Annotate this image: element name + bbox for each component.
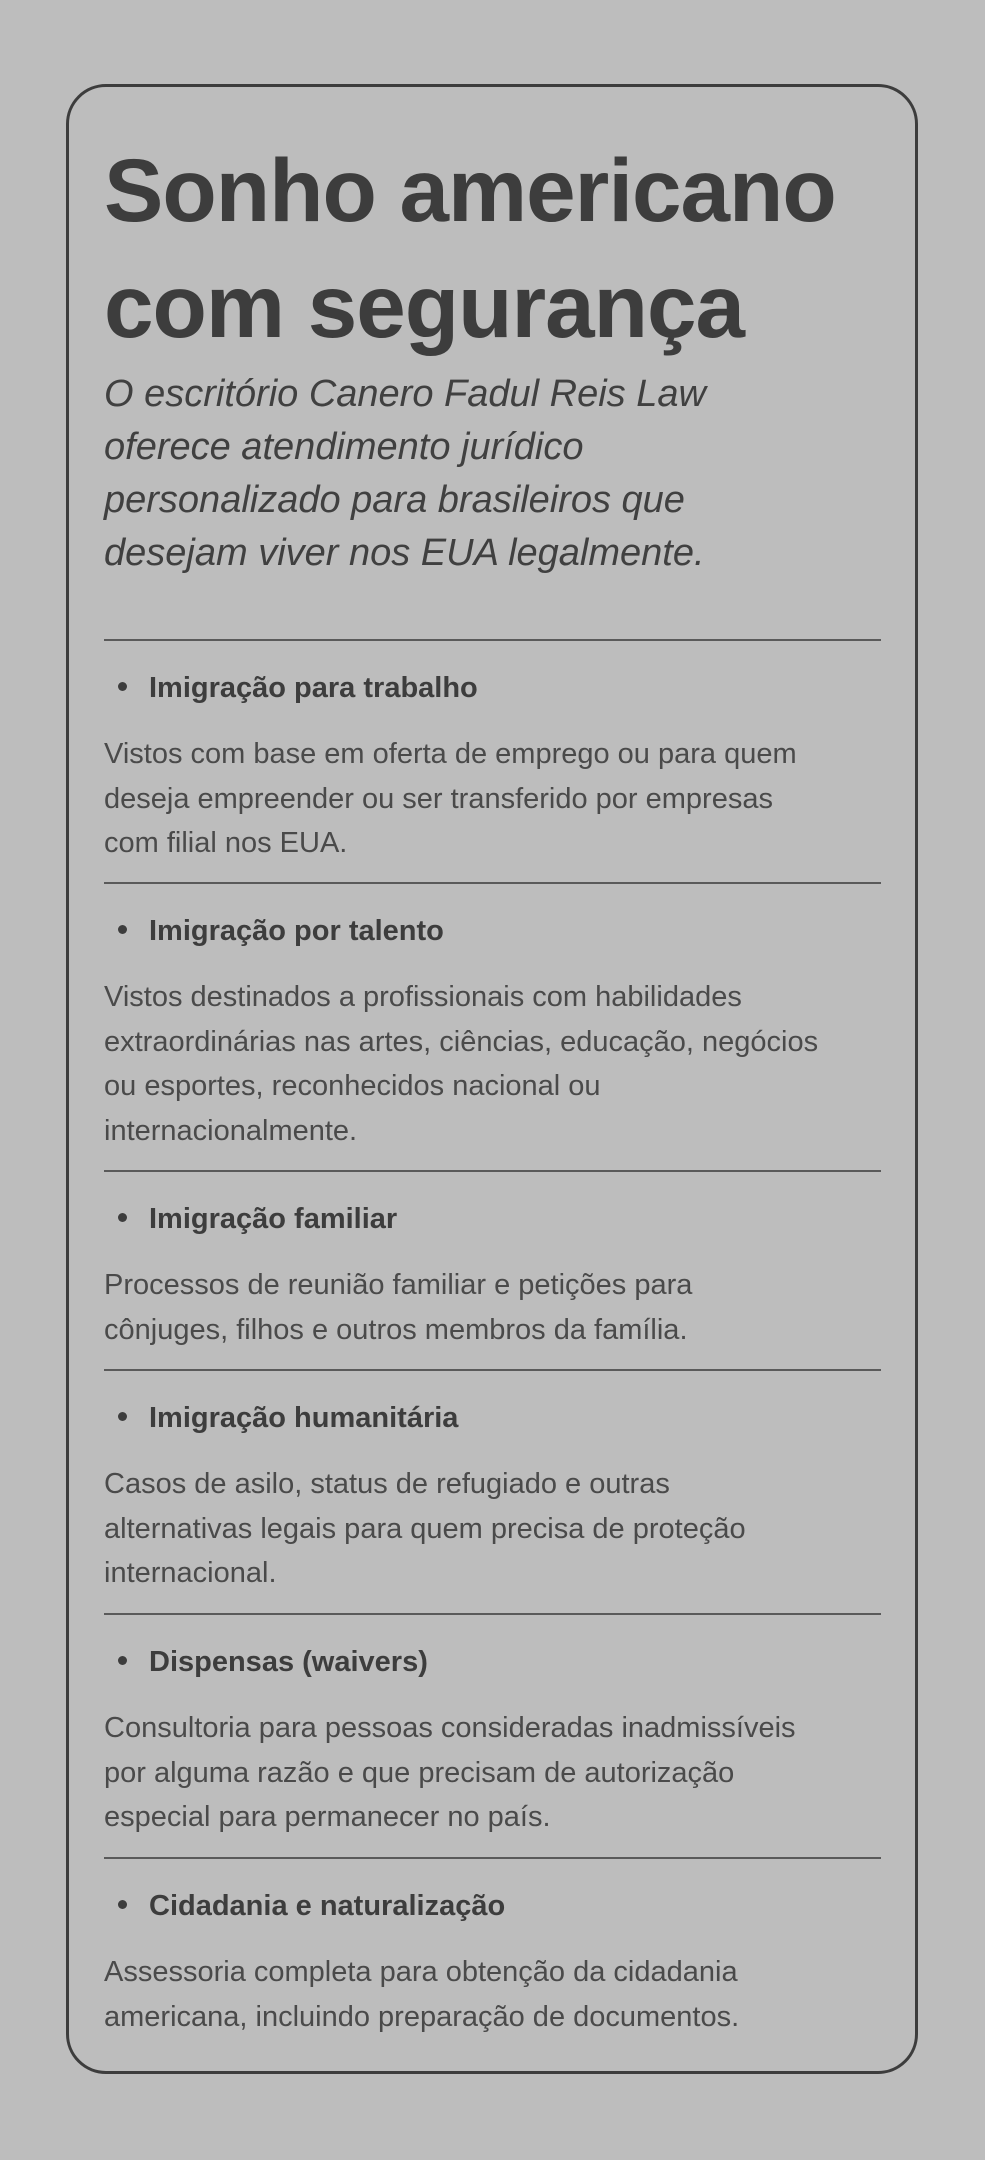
description-line: Consultoria para pessoas consideradas inadmissíveis bbox=[104, 1712, 796, 1744]
service-title-text: Dispensas (waivers) bbox=[149, 1646, 428, 1678]
bullet-icon bbox=[118, 925, 127, 934]
section-divider bbox=[104, 1613, 881, 1615]
section-divider bbox=[104, 1857, 881, 1859]
description-line: Vistos com base em oferta de emprego ou para quem bbox=[104, 738, 797, 770]
section-divider bbox=[104, 1170, 881, 1172]
service-title-family bbox=[118, 1199, 397, 1239]
section-divider bbox=[104, 639, 881, 641]
service-title-text: Imigração familiar bbox=[149, 1203, 398, 1235]
subtitle-line: personalizado para brasileiros que bbox=[104, 479, 685, 521]
bullet-icon bbox=[118, 1412, 127, 1421]
bullet-icon bbox=[118, 1900, 127, 1909]
subtitle-line: desejam viver nos EUA legalmente. bbox=[104, 532, 705, 574]
service-description-humanitarian bbox=[104, 1462, 746, 1596]
description-line: por alguma razão e que precisam de autorização bbox=[104, 1756, 735, 1789]
section-divider bbox=[104, 1369, 881, 1371]
description-line: internacionalmente. bbox=[104, 1114, 358, 1147]
description-line: especial para permanecer no país. bbox=[104, 1801, 551, 1833]
description-line: ou esportes, reconhecidos nacional ou bbox=[104, 1070, 601, 1102]
service-title-text: Cidadania e naturalização bbox=[149, 1890, 506, 1922]
description-line: Casos de asilo, status de refugiado e outras bbox=[104, 1468, 670, 1500]
description-line: alternativas legais para quem precisa de proteção bbox=[104, 1512, 746, 1545]
description-line: extraordinárias nas artes, ciências, educação, negócios bbox=[104, 1025, 819, 1058]
subtitle-line: oferece atendimento jurídico bbox=[104, 426, 584, 468]
bullet-icon bbox=[118, 1213, 127, 1222]
page-title-line: com segurança bbox=[104, 256, 744, 356]
subtitle-line: O escritório Canero Fadul Reis Law bbox=[104, 373, 706, 415]
description-line: internacional. bbox=[104, 1557, 277, 1589]
description-line: Assessoria completa para obtenção da cidadania bbox=[104, 1956, 738, 1988]
service-description-citizenship bbox=[104, 1950, 739, 2039]
service-description-waivers bbox=[104, 1706, 796, 1840]
page-title-line: Sonho americano bbox=[104, 140, 836, 240]
service-title-work bbox=[118, 668, 478, 708]
page-title bbox=[104, 132, 924, 364]
description-line: cônjuges, filhos e outros membros da família. bbox=[104, 1313, 688, 1346]
page-subtitle bbox=[104, 368, 881, 580]
service-title-text: Imigração humanitária bbox=[149, 1402, 459, 1434]
service-title-text: Imigração para trabalho bbox=[149, 672, 478, 704]
bullet-icon bbox=[118, 682, 127, 691]
description-line: Vistos destinados a profissionais com habilidades bbox=[104, 981, 742, 1013]
bullet-icon bbox=[118, 1656, 127, 1665]
description-line: americana, incluindo preparação de documentos. bbox=[104, 2000, 740, 2033]
description-line: deseja empreender ou ser transferido por empresas bbox=[104, 782, 773, 815]
service-description-family bbox=[104, 1263, 692, 1352]
section-divider bbox=[104, 882, 881, 884]
description-line: com filial nos EUA. bbox=[104, 827, 348, 859]
service-title-humanitarian bbox=[118, 1398, 458, 1438]
service-title-citizenship bbox=[118, 1886, 505, 1926]
service-title-waivers bbox=[118, 1642, 428, 1682]
service-title-talent bbox=[118, 911, 444, 951]
service-description-talent bbox=[104, 975, 818, 1153]
service-title-text: Imigração por talento bbox=[149, 915, 444, 947]
service-description-work bbox=[104, 732, 797, 866]
description-line: Processos de reunião familiar e petições para bbox=[104, 1269, 693, 1301]
